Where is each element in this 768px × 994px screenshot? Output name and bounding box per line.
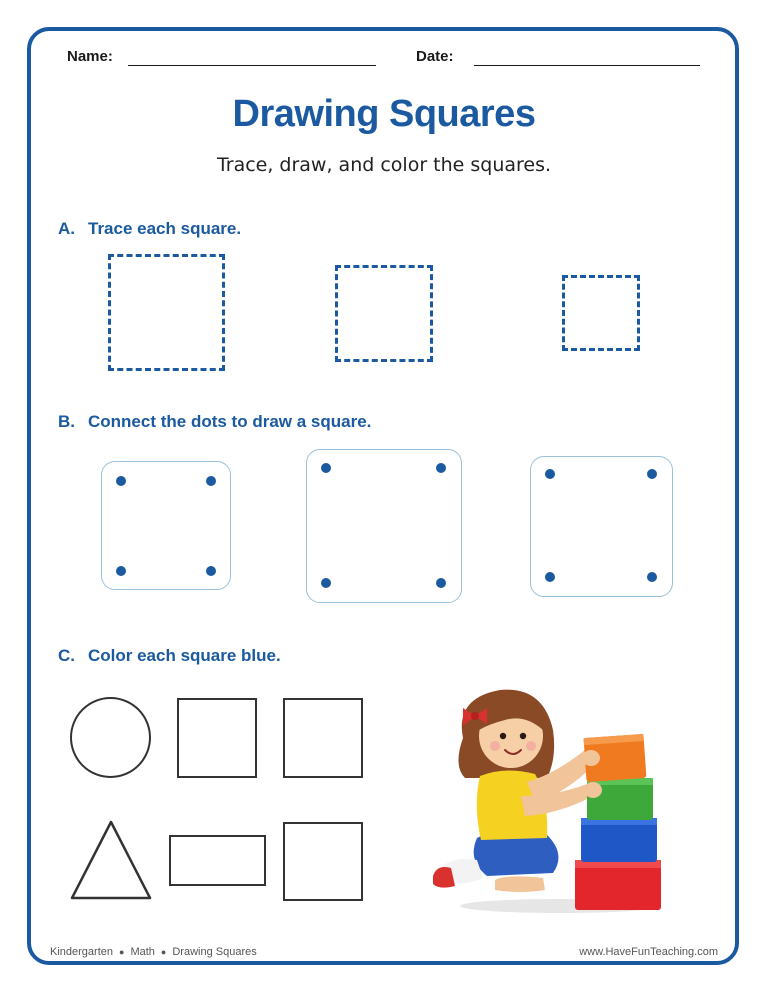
dot[interactable] — [321, 578, 331, 588]
rectangle-shape[interactable] — [169, 835, 266, 886]
footer-topic: Drawing Squares — [172, 946, 257, 958]
footer-breadcrumb — [50, 946, 257, 958]
section-b-text: Connect the dots to draw a square. — [88, 412, 372, 431]
section-a-letter: A. — [58, 219, 75, 238]
dot-box-1[interactable] — [101, 461, 231, 590]
section-b-letter: B. — [58, 412, 75, 431]
dot[interactable] — [116, 566, 126, 576]
name-field-line[interactable] — [128, 65, 376, 66]
dot[interactable] — [647, 572, 657, 582]
section-c-letter: C. — [58, 646, 75, 665]
dot[interactable] — [436, 578, 446, 588]
dot[interactable] — [436, 463, 446, 473]
footer-grade: Kindergarten — [50, 946, 113, 958]
section-b-heading — [58, 412, 371, 432]
triangle-shape[interactable] — [68, 818, 154, 902]
section-c-heading — [58, 646, 281, 666]
date-label: Date: — [416, 48, 454, 65]
name-label: Name: — [67, 48, 113, 65]
circle-shape[interactable] — [70, 697, 151, 778]
section-a-heading — [58, 219, 241, 239]
section-c-text: Color each square blue. — [88, 646, 281, 665]
section-a-text: Trace each square. — [88, 219, 242, 238]
square-shape-3[interactable] — [283, 822, 363, 901]
dot[interactable] — [545, 469, 555, 479]
dot[interactable] — [206, 476, 216, 486]
date-field-line[interactable] — [474, 65, 700, 66]
square-shape-1[interactable] — [177, 698, 257, 778]
dot-box-2[interactable] — [306, 449, 462, 603]
trace-square-medium[interactable] — [335, 265, 433, 362]
square-shape-2[interactable] — [283, 698, 363, 778]
page-subtitle: Trace, draw, and color the squares. — [216, 154, 552, 176]
dot-box-3[interactable] — [530, 456, 673, 597]
footer-subject: Math — [130, 946, 155, 958]
dot[interactable] — [647, 469, 657, 479]
dot[interactable] — [321, 463, 331, 473]
trace-square-large[interactable] — [108, 254, 225, 371]
bullet-icon: ● — [119, 947, 125, 957]
dot[interactable] — [206, 566, 216, 576]
bullet-icon: ● — [160, 947, 167, 957]
trace-square-small[interactable] — [562, 275, 640, 351]
footer-website[interactable]: www.HaveFunTeaching.com — [579, 946, 718, 958]
page-title: Drawing Squares — [232, 93, 536, 135]
dot[interactable] — [116, 476, 126, 486]
girl-stacking-blocks-illustration — [425, 678, 670, 918]
dot[interactable] — [545, 572, 555, 582]
